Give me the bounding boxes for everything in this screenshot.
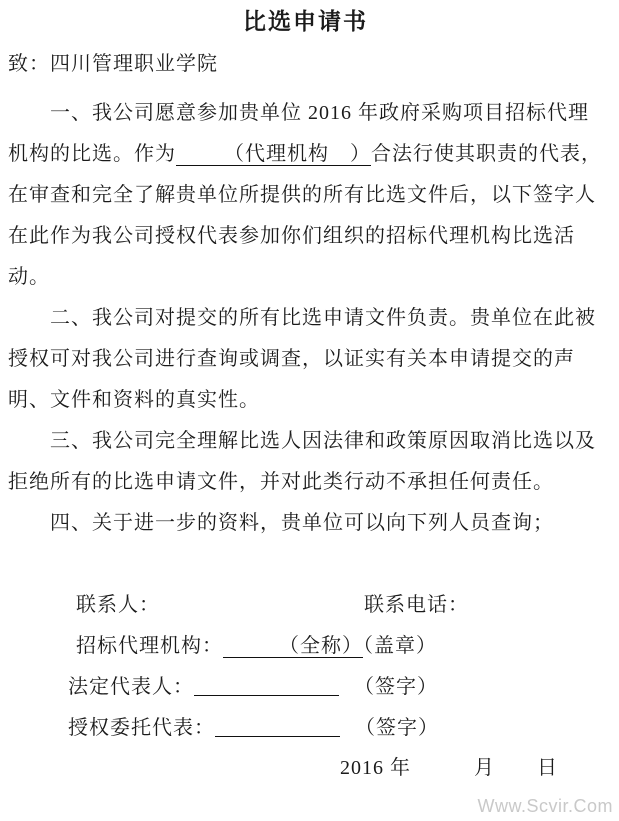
authorized-representative-sign-note: （签字） — [355, 717, 439, 739]
document-title: 比选申请书 — [243, 9, 368, 34]
paragraph-1-line-5: 动。 — [8, 266, 50, 288]
paragraph-4-line-1: 四、关于进一步的资料，贵单位可以向下列人员查询； — [8, 512, 554, 534]
agency-fullname-blank: （全称） — [223, 635, 363, 658]
paragraph-3-line-1: 三、我公司完全理解比选人因法律和政策原因取消比选以及 — [8, 430, 596, 452]
agency-name-inline-blank: （代理机构 ） — [176, 143, 371, 166]
paragraph-1-line-2-pre: 机构的比选。作为 — [8, 143, 176, 165]
legal-representative-label: 法定代表人： — [68, 676, 194, 698]
paragraph-2-line-2: 授权可对我公司进行查询或调查，以证实有关本申请提交的声 — [8, 348, 575, 370]
paragraph-1-line-2-post: 合法行使其职责的代表， — [371, 143, 602, 165]
paragraph-1-line-3: 在审查和完全了解贵单位所提供的所有比选文件后，以下签字人 — [8, 184, 596, 206]
agency-seal-note: （盖章） — [363, 635, 437, 657]
contact-person-label: 联系人： — [76, 594, 160, 616]
contacts-line — [8, 544, 603, 616]
authorized-representative-label: 授权委托代表： — [68, 717, 215, 739]
paragraph-1 — [8, 93, 603, 298]
paragraph-1-line-4: 在此作为我公司授权代表参加你们组织的招标代理机构比选活 — [8, 225, 575, 247]
paragraph-4 — [8, 503, 603, 544]
contact-phone-label: 联系电话： — [364, 594, 469, 616]
agency-label: 招标代理机构： — [76, 635, 223, 657]
paragraph-1-line-1: 一、我公司愿意参加贵单位 2016 年政府采购项目招标代理 — [8, 102, 589, 124]
legal-representative-signature-blank — [194, 675, 339, 696]
legal-representative-sign-note: （签字） — [354, 676, 438, 698]
authorized-representative-signature-blank — [215, 716, 340, 737]
paragraph-3 — [8, 421, 603, 503]
paragraph-1-line-2 — [8, 134, 603, 175]
paragraph-2-line-3: 明、文件和资料的真实性。 — [8, 389, 260, 411]
paragraph-2-line-1: 二、我公司对提交的所有比选申请文件负责。贵单位在此被 — [8, 307, 596, 329]
salutation: 致：四川管理职业学院 — [8, 53, 218, 75]
paragraph-3-line-2: 拒绝所有的比选申请文件，并对此类行动不承担任何责任。 — [8, 471, 554, 493]
date-line: 2016 年 月 日 — [340, 757, 558, 779]
watermark: Www.Scvir.Com — [477, 796, 613, 816]
paragraph-2 — [8, 298, 603, 421]
